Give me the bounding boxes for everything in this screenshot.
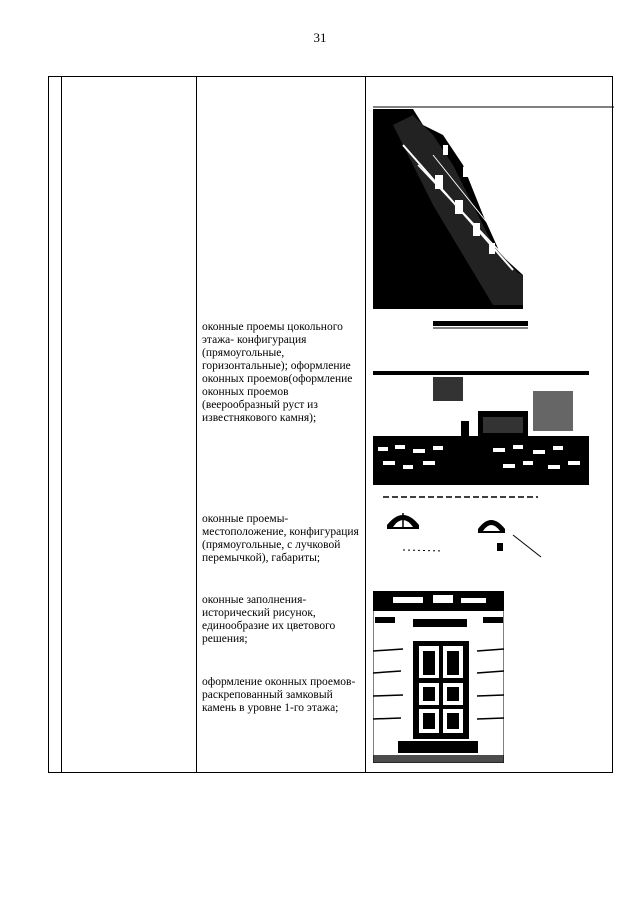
page-number: 31 (313, 30, 327, 45)
table-divider-3 (365, 77, 366, 772)
table-divider-1 (61, 77, 62, 772)
heritage-table (48, 76, 613, 773)
building-facade-photo (373, 105, 614, 309)
arched-windows-photo (373, 495, 543, 565)
table-cell-text-basement-windows: оконные проемы цокольного этажа- конфигурация (прямоугольные, горизонтальные); оформление оконных проемов(оформление оконных проемов (веерообразный руст из известнякового камня); (202, 321, 353, 424)
table-cell-text-keystone: оформление оконных проемов- раскрепованный замковый камень в уровне 1-го этажа; (202, 676, 356, 714)
table-cell-text-window-openings: оконные проемы- местоположение, конфигурация (прямоугольные, с лучковой перемычкой), габариты; (202, 513, 359, 564)
table-divider-2 (196, 77, 197, 772)
table-cell-text-window-fillings: оконные заполнения- исторический рисунок, единообразие их цветового решения; (202, 594, 336, 645)
window-keystone-photo (373, 591, 504, 763)
basement-windows-photo (373, 321, 589, 485)
